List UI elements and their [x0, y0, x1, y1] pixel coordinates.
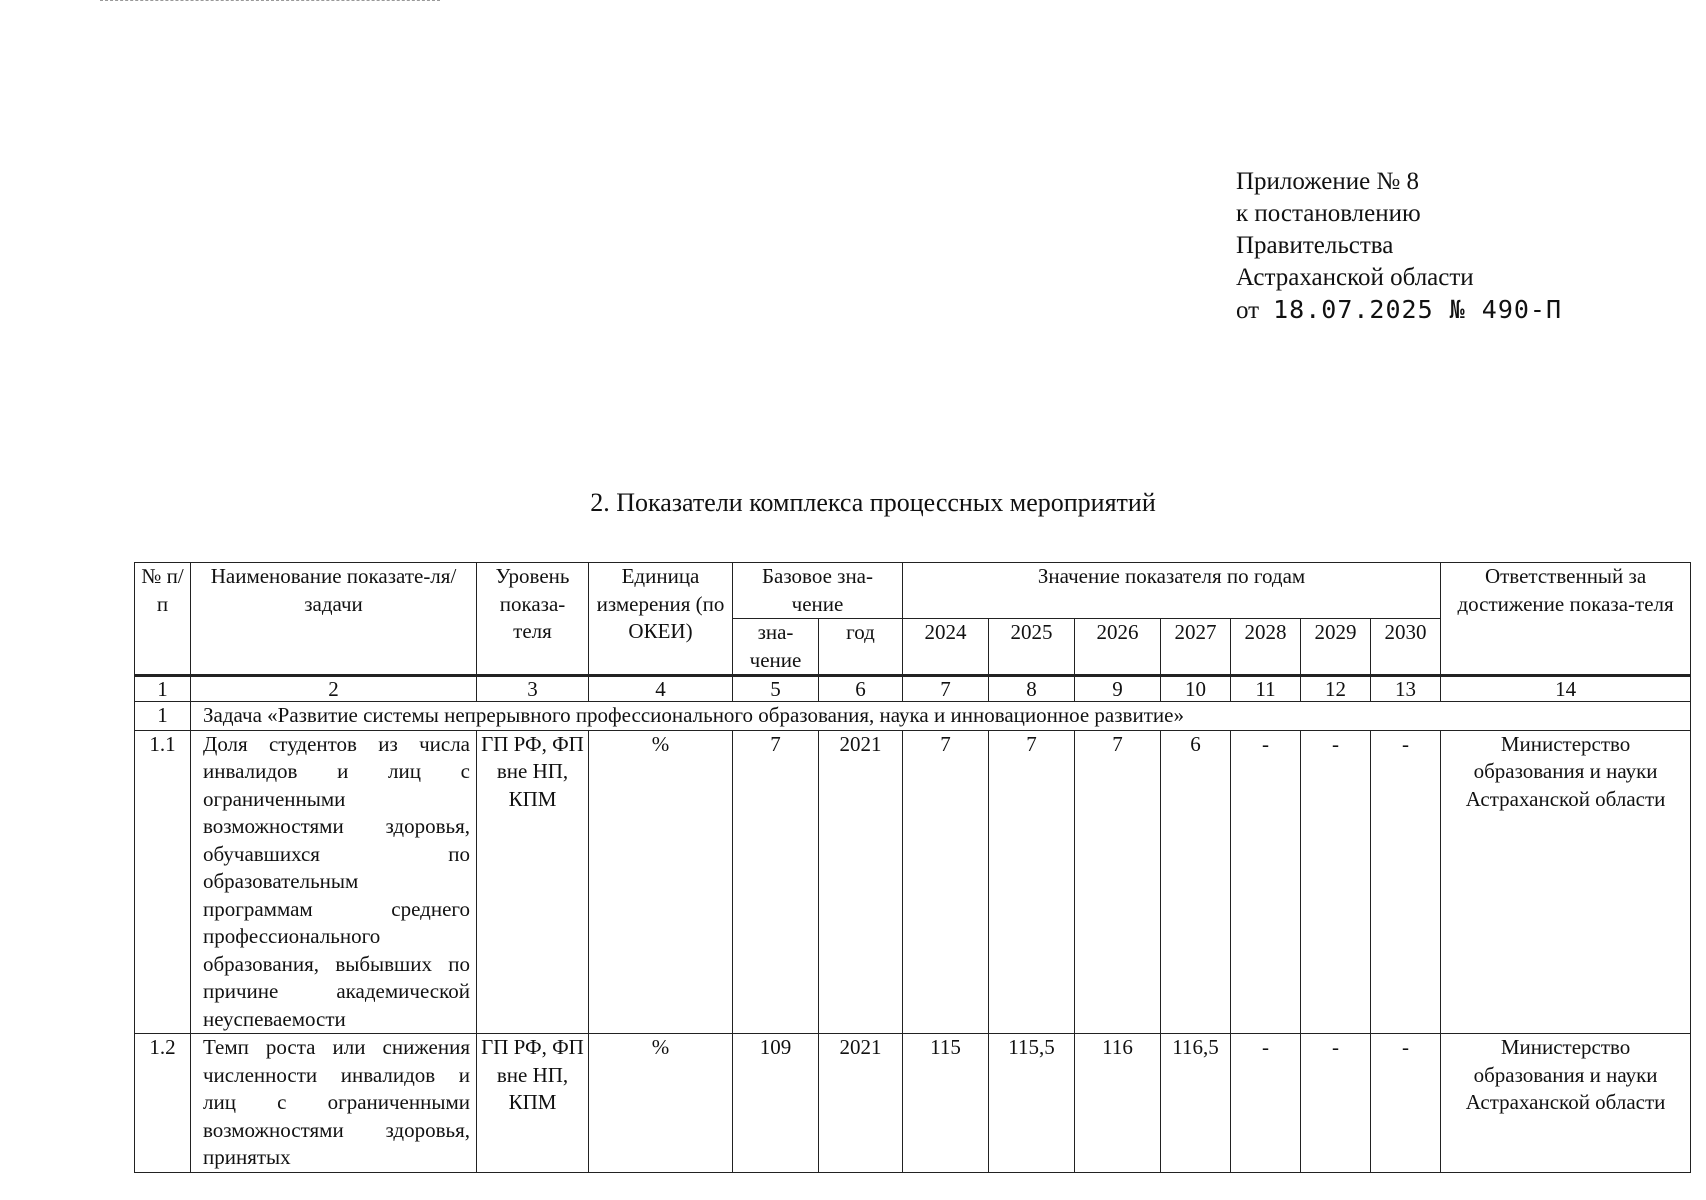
row-year-value: -	[1301, 730, 1371, 1034]
attachment-line: Астраханской области	[1236, 264, 1474, 291]
row-year-value: 7	[1075, 730, 1161, 1034]
header-num: № п/п	[135, 563, 191, 676]
column-number: 9	[1075, 676, 1161, 702]
row-num: 1.1	[135, 730, 191, 1034]
row-unit: %	[589, 730, 733, 1034]
column-number: 13	[1371, 676, 1441, 702]
task-num: 1	[135, 702, 191, 731]
column-number: 6	[819, 676, 903, 702]
row-year-value: -	[1231, 1034, 1301, 1173]
row-base-year: 2021	[819, 730, 903, 1034]
column-number: 4	[589, 676, 733, 702]
column-number: 7	[903, 676, 989, 702]
column-number: 10	[1161, 676, 1231, 702]
row-year-value: 7	[989, 730, 1075, 1034]
header-year: 2024	[903, 619, 989, 676]
header-year: 2027	[1161, 619, 1231, 676]
table-row	[135, 1034, 1691, 1173]
attachment-date-line	[1236, 294, 1562, 327]
row-base-year: 2021	[819, 1034, 903, 1173]
row-level: ГП РФ, ФП вне НП, КПМ	[477, 730, 589, 1034]
row-base-value: 109	[733, 1034, 819, 1173]
row-year-value: 115,5	[989, 1034, 1075, 1173]
attachment-line: Правительства	[1236, 232, 1394, 259]
header-years-group: Значение показателя по годам	[903, 563, 1441, 619]
table-row	[135, 730, 1691, 1034]
header-base-value: зна-чение	[733, 619, 819, 676]
row-year-value: -	[1231, 730, 1301, 1034]
attachment-line: Приложение № 8	[1236, 168, 1420, 195]
header-level: Уровень показа-теля	[477, 563, 589, 676]
header-year: 2026	[1075, 619, 1161, 676]
row-num: 1.2	[135, 1034, 191, 1173]
row-name: Доля студентов из числа инвалидов и лиц с ограниченными возможностями здоровья, обучавшихся по образовательным программам среднего профессионального образования, выбывших по причине академической неуспеваемости	[191, 730, 477, 1034]
column-number: 2	[191, 676, 477, 702]
header-year: 2030	[1371, 619, 1441, 676]
date-prefix: от	[1236, 297, 1260, 324]
row-year-value: -	[1371, 1034, 1441, 1173]
column-number-row	[135, 676, 1691, 702]
header-year: 2025	[989, 619, 1075, 676]
header-base: Базовое зна-чение	[733, 563, 903, 619]
column-number: 1	[135, 676, 191, 702]
row-responsible: Министерство образования и науки Астраханской области	[1441, 730, 1691, 1034]
row-responsible: Министерство образования и науки Астраханской области	[1441, 1034, 1691, 1173]
column-number: 14	[1441, 676, 1691, 702]
attachment-header	[1236, 166, 1562, 327]
header-name: Наименование показате-ля/задачи	[191, 563, 477, 676]
column-number: 11	[1231, 676, 1301, 702]
task-row	[135, 702, 1691, 731]
row-year-value: 115	[903, 1034, 989, 1173]
header-unit: Единица измерения (по ОКЕИ)	[589, 563, 733, 676]
column-number: 3	[477, 676, 589, 702]
column-number: 12	[1301, 676, 1371, 702]
header-year: 2028	[1231, 619, 1301, 676]
row-year-value: -	[1371, 730, 1441, 1034]
header-responsible: Ответственный за достижение показа-теля	[1441, 563, 1691, 676]
column-number: 5	[733, 676, 819, 702]
header-year: 2029	[1301, 619, 1371, 676]
row-name: Темп роста или снижения численности инвалидов и лиц с ограниченными возможностями здоровья, принятых	[191, 1034, 477, 1173]
row-year-value: 6	[1161, 730, 1231, 1034]
task-text: Задача «Развитие системы непрерывного профессионального образования, наука и инновационное развитие»	[191, 702, 1691, 731]
row-year-value: 116,5	[1161, 1034, 1231, 1173]
date-stamp: 18.07.2025 № 490-П	[1273, 295, 1563, 324]
row-year-value: -	[1301, 1034, 1371, 1173]
row-base-value: 7	[733, 730, 819, 1034]
header-row	[135, 563, 1691, 619]
row-unit: %	[589, 1034, 733, 1173]
header-base-year: год	[819, 619, 903, 676]
indicators-table	[134, 562, 1691, 1173]
attachment-line: к постановлению	[1236, 200, 1421, 227]
scan-edge-mark	[100, 0, 440, 4]
row-year-value: 7	[903, 730, 989, 1034]
row-year-value: 116	[1075, 1034, 1161, 1173]
row-level: ГП РФ, ФП вне НП, КПМ	[477, 1034, 589, 1173]
section-title: 2. Показатели комплекса процессных мероприятий	[590, 488, 1156, 517]
column-number: 8	[989, 676, 1075, 702]
